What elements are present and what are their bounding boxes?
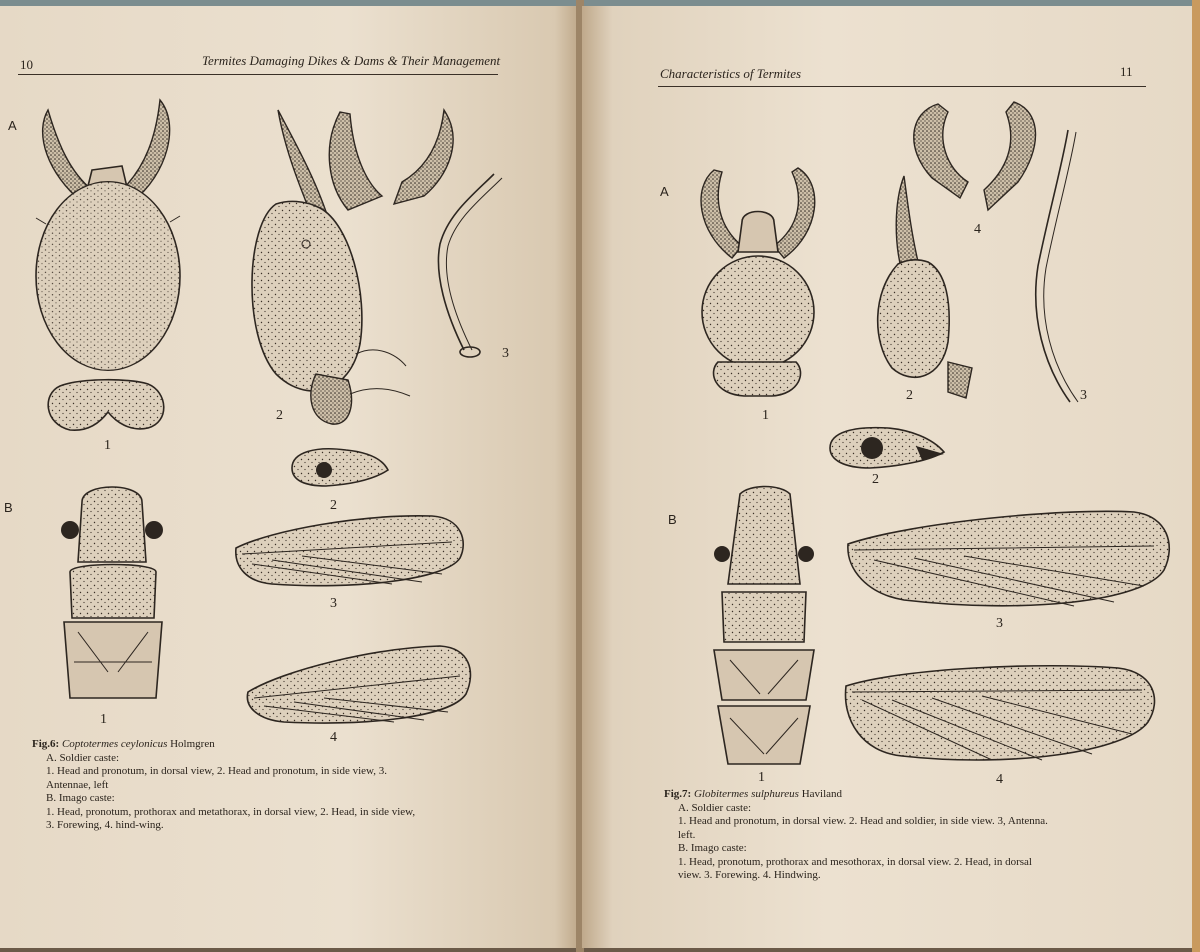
soldier-head-dorsal-illustration — [30, 94, 190, 439]
soldier-head-small-illustration — [824, 424, 948, 472]
figure-label-b4: 4 — [996, 772, 1003, 787]
hindwing-illustration — [842, 660, 1162, 770]
caption-line-a: A. Soldier caste: — [46, 751, 120, 764]
section-b-label: B — [668, 512, 677, 527]
figure-label-a2b: 2 — [330, 498, 337, 513]
page-number: 10 — [20, 57, 33, 72]
header-rule — [18, 74, 498, 75]
section-a-label: A — [660, 184, 669, 199]
figure-caption — [32, 738, 552, 833]
caption-line-b-text-1: 1. Head, pronotum, prothorax and metathorax, in dorsal view, 2. Head, in side view, — [46, 805, 416, 818]
caption-line-a-text-2: Antennae, left — [46, 778, 109, 791]
soldier-head-small-illustration — [286, 444, 396, 492]
caption-line-b-text-2: view. 3. Forewing. 4. Hindwing. — [678, 869, 821, 881]
figure-caption — [664, 788, 1164, 883]
caption-fig-label: Fig.6: — [32, 738, 60, 750]
caption-line-a: A. Soldier caste: — [678, 801, 752, 814]
figure-label-a2: 2 — [906, 388, 913, 403]
caption-line-b: B. Imago caste: — [46, 792, 115, 804]
figure-label-b4: 4 — [330, 730, 337, 745]
caption-author: Haviland — [801, 788, 843, 800]
figure-label-a3: 3 — [1080, 388, 1087, 403]
caption-species: Coptotermes ceylonicus — [61, 738, 168, 750]
page-number: 11 — [1120, 64, 1133, 79]
soldier-head-dorsal-illustration — [688, 162, 828, 402]
header-rule — [658, 86, 1146, 87]
forewing-illustration — [232, 508, 468, 592]
caption-line-b-text-2: 3. Forewing, 4. hind-wing. — [46, 819, 164, 831]
book-cover-edge — [1192, 0, 1200, 952]
right-page — [582, 6, 1194, 948]
running-head: Termites Damaging Dikes & Dams & Their Management — [202, 53, 501, 68]
figure-label-b1: 1 — [100, 712, 107, 727]
figure-label-a4: 4 — [974, 222, 981, 237]
caption-line-a-text-2: left. — [678, 828, 696, 841]
caption-line-a-text-1: 1. Head and pronotum, in dorsal view. 2. Head and soldier, in side view. 3, Antenna. — [678, 815, 1048, 827]
hindwing-illustration — [244, 642, 474, 728]
caption-line-b: B. Imago caste: — [678, 842, 747, 854]
caption-line-b-text-1: 1. Head, pronotum, prothorax and mesothorax, in dorsal view. 2. Head, in dorsal — [678, 855, 1032, 868]
antenna-illustration — [1014, 126, 1094, 410]
caption-line-a-text-1: 1. Head and pronotum, in dorsal view, 2. Head and pronotum, in side view, 3. — [46, 765, 388, 777]
section-a-label: A — [8, 118, 17, 133]
figure-label-b3: 3 — [330, 596, 337, 611]
figure-label-a2b: 2 — [872, 472, 879, 487]
left-page — [0, 6, 578, 948]
figure-label-a2: 2 — [276, 408, 283, 423]
caption-species: Globitermes sulphureus — [693, 788, 799, 800]
antenna-illustration — [424, 164, 514, 364]
caption-fig-label: Fig.7: — [664, 788, 692, 800]
figure-label-a1: 1 — [104, 438, 111, 453]
running-head: Characteristics of Termites — [660, 66, 802, 81]
imago-body-dorsal-illustration — [710, 484, 818, 768]
figure-label-a1: 1 — [762, 408, 769, 423]
forewing-illustration — [844, 506, 1176, 616]
imago-body-dorsal-illustration — [58, 472, 168, 702]
section-b-label: B — [4, 500, 13, 515]
figure-label-b3: 3 — [996, 616, 1003, 631]
caption-author: Holmgren — [170, 738, 215, 750]
figure-label-b1: 1 — [758, 770, 765, 785]
figure-label-a3: 3 — [502, 346, 509, 361]
